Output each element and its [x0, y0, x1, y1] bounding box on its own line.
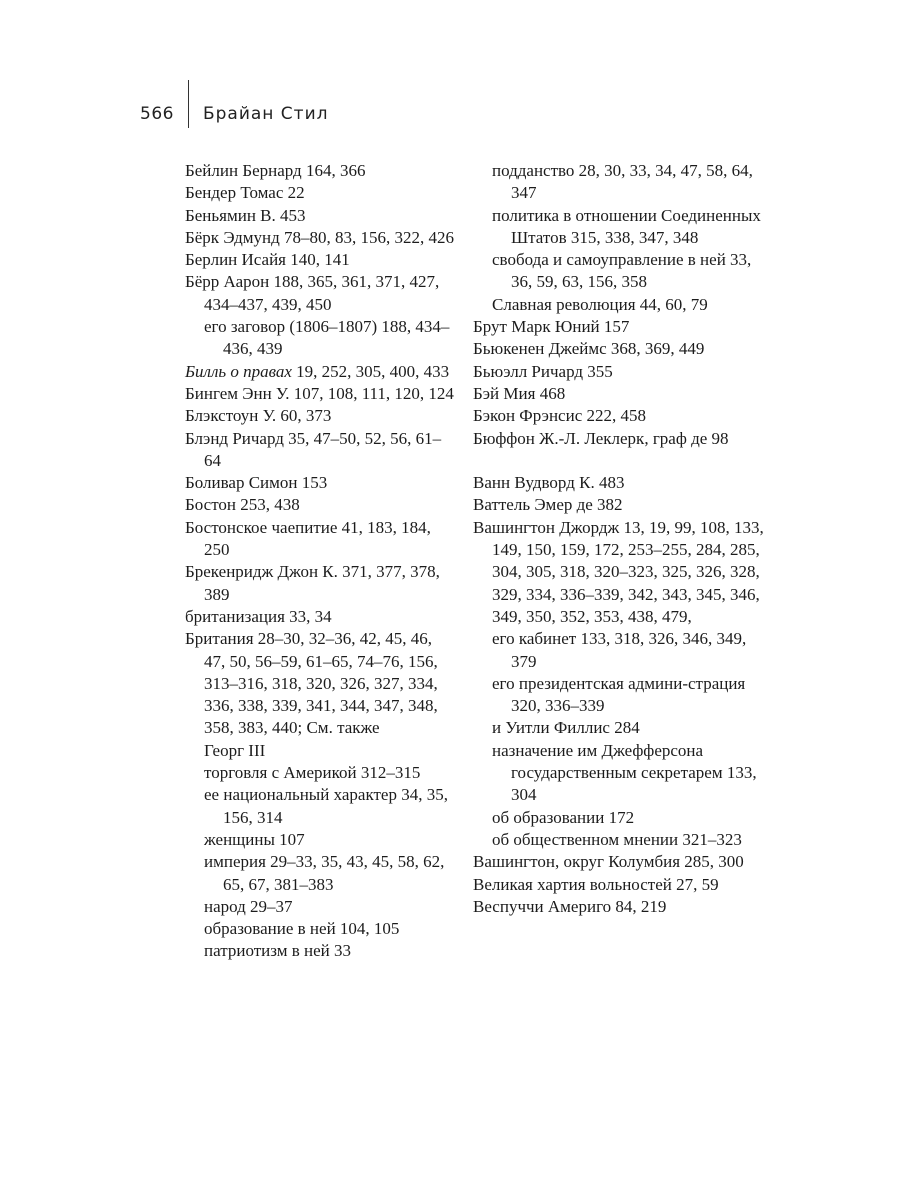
index-entry-text: Бьюэлл Ричард 355 [473, 361, 613, 381]
index-entry [185, 271, 455, 316]
index-entry-text: Бостонское чаепитие 41, 183, 184, 250 [185, 517, 431, 560]
index-entry [185, 606, 455, 628]
index-entry-text: Бэкон Фрэнсис 222, 458 [473, 406, 646, 426]
index-entry [185, 517, 455, 562]
index-subentry [473, 717, 773, 739]
index-subentry [185, 829, 455, 851]
index-entry [185, 249, 455, 271]
index-entry-text: Беньямин В. 453 [185, 205, 306, 225]
index-entry [185, 472, 455, 494]
index-entry [185, 561, 455, 606]
index-entry-text: Бостон 253, 438 [185, 495, 300, 515]
index-entry-text: об образовании 172 [492, 807, 635, 827]
index-entry-text: Славная революция 44, 60, 79 [492, 294, 708, 314]
index-entry-text: женщины 107 [204, 829, 305, 849]
index-entry [185, 405, 455, 427]
index-entry [473, 874, 773, 896]
index-entry-text: Вашингтон, округ Колумбия 285, 300 [473, 852, 744, 872]
index-entry [185, 428, 455, 473]
index-entry [473, 383, 773, 405]
index-entry-text: Бюффон Ж.-Л. Леклерк, граф де 98 [473, 428, 729, 448]
index-entry-text: Бейлин Бернард 164, 366 [185, 161, 366, 180]
index-entry-text: Бьюкенен Джеймс 368, 369, 449 [473, 339, 705, 359]
index-entry-text: Веспуччи Америго 84, 219 [473, 896, 667, 916]
index-subentry [185, 851, 455, 896]
index-entry [185, 383, 455, 405]
index-subentry [185, 784, 455, 829]
index-subentry [473, 740, 773, 807]
index-entry-text: политика в отношении Соединенных Штатов 315, 338, 347, 348 [492, 205, 761, 247]
index-entry [185, 205, 455, 227]
index-entry [185, 494, 455, 516]
index-entry [185, 227, 455, 249]
index-subentry [185, 918, 455, 940]
index-entry-text: ее национальный характер 34, 35, 156, 314 [204, 785, 448, 827]
index-subentry [185, 316, 455, 361]
index-entry-text: Блэнд Ричард 35, 47–50, 52, 56, 61–64 [185, 428, 442, 470]
index-entry-text: его кабинет 133, 318, 326, 346, 349, 379 [492, 629, 747, 671]
index-entry-text: свобода и самоуправление в ней 33, 36, 59, 63, 156, 358 [492, 250, 752, 292]
index-entry-text: Ванн Вудворд К. 483 [473, 473, 625, 493]
index-subentry [473, 628, 773, 673]
index-entry [473, 405, 773, 427]
index-entry [185, 160, 455, 182]
running-head: Брайан Стил [202, 104, 329, 124]
index-entry [473, 517, 773, 628]
index-entry [185, 628, 455, 739]
index-entry-text: Брекенридж Джон К. 371, 377, 378, 389 [185, 562, 440, 604]
index-subentry [473, 249, 773, 294]
index-entry-text: подданство 28, 30, 33, 34, 47, 58, 64, 347 [492, 161, 753, 203]
index-subentry [185, 940, 455, 962]
index-entry [473, 896, 773, 918]
index-entry-text: Бэй Мия 468 [473, 383, 566, 403]
index-entry-text: Брут Марк Юний 157 [473, 317, 630, 337]
index-entry-text: Берлин Исайя 140, 141 [185, 250, 350, 270]
index-column-right [473, 160, 773, 918]
index-entry [473, 338, 773, 360]
index-entry-text: торговля с Америкой 312–315 [204, 763, 421, 783]
index-entry [473, 428, 773, 450]
index-entry-text: народ 29–37 [204, 896, 293, 916]
index-entry-text: патриотизм в ней 33 [204, 941, 351, 961]
index-subentry [473, 673, 773, 718]
index-entry-italic: Билль о правах [185, 361, 292, 381]
index-entry-text: Боливар Симон 153 [185, 473, 328, 493]
index-entry-text: Бёрр Аарон 188, 365, 361, 371, 427, 434–437, 439, 450 [185, 272, 440, 314]
index-subentry [473, 160, 773, 205]
index-entry-text: Георг III [204, 740, 266, 760]
index-column-left [185, 160, 455, 963]
index-entry [473, 494, 773, 516]
index-entry-text: назначение им Джефферсона государственным секретарем 133, 304 [492, 740, 757, 805]
index-entry-text: британизация 33, 34 [185, 606, 332, 626]
page-number: 566 [140, 104, 174, 124]
index-entry-text: образование в ней 104, 105 [204, 919, 400, 939]
index-subentry [185, 896, 455, 918]
index-entry-text: 19, 252, 305, 400, 433 [291, 361, 450, 381]
index-entry-text: и Уитли Филлис 284 [492, 718, 640, 738]
index-entry-text: его президентская админи-страция 320, 336–339 [492, 673, 746, 716]
index-entry [185, 361, 455, 383]
index-subentry [473, 829, 773, 851]
index-entry-text: Великая хартия вольностей 27, 59 [473, 874, 719, 894]
index-subentry [473, 807, 773, 829]
index-entry [185, 740, 455, 762]
index-entry [473, 472, 773, 494]
index-subentry [473, 205, 773, 250]
index-entry-text: империя 29–33, 35, 43, 45, 58, 62, 65, 67, 381–383 [204, 852, 445, 894]
index-entry-text: об общественном мнении 321–323 [492, 829, 742, 849]
index-entry [473, 361, 773, 383]
index-entry-text: Блэкстоун У. 60, 373 [185, 406, 332, 426]
index-entry-text: Вашингтон Джордж 13, 19, 99, 108, 133, 149, 150, 159, 172, 253–255, 284, 285, 304, 305, 318, 320–323, 325, 326, 328, 329, 334, 336–339, 342, 343, 345, 346, 349, 350, 352, 353, 438, 479, [473, 517, 764, 626]
index-entry-text: Бингем Энн У. 107, 108, 111, 120, 124 [185, 383, 454, 403]
index-entry-text: Британия 28–30, 32–36, 42, 45, 46, 47, 50, 56–59, 61–65, 74–76, 156, 313–316, 318, 320, 326, 327, 334, 336, 338, 339, 341, 344, 347, 348, 358, 383, 440; См. также [185, 629, 438, 738]
index-entry [185, 182, 455, 204]
index-entry [473, 851, 773, 873]
index-subentry [473, 294, 773, 316]
index-entry [473, 316, 773, 338]
index-entry-text: Бёрк Эдмунд 78–80, 83, 156, 322, 426 [185, 227, 455, 247]
index-entry-text: его заговор (1806–1807) 188, 434–436, 439 [204, 317, 450, 359]
header-divider [188, 80, 189, 128]
index-entry-text: Ваттель Эмер де 382 [473, 495, 623, 515]
index-entry-text: Бендер Томас 22 [185, 183, 305, 203]
page-header [140, 98, 329, 130]
index-entry [185, 762, 455, 784]
